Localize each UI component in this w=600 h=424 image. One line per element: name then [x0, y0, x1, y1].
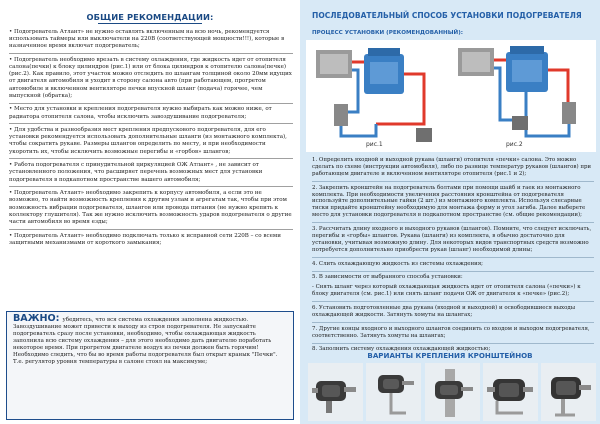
step-item: 2. Закрепить кронштейн на подогреватель болтами при помощи шайб и гаек из монтажного комплекта. При необходимости увеличения расстояния кронштейна от подогревателя используйте дополнительные гайки (2 шт.) из монтажного комплекта. Используя слесарные тиски придайте кронштейну необходимую для монтажа форму и угол загиба. Далее выберете место для установки подогревателя в подкапотном пространстве (см. общие рекомендации); — [312, 184, 586, 219]
heater-core-icon — [512, 116, 528, 130]
step-item: 3. Рассчитать длину входного и выходного рукавов (шлангов). Помните, что следует исключать, перегибы и «горбы» шлангов. Рукава (шланги) из комплекта, в обычно достаточно для установки, учитывая возможную длину. Для некоторых видов транспортных средств возможно потребуется дополнительно приобрести рукав (шланг) необходимой длины; — [312, 226, 592, 253]
figure-2-label: рис.2 — [506, 141, 523, 148]
installation-panel — [300, 0, 600, 424]
divider — [312, 181, 594, 182]
installation-diagram — [306, 40, 596, 152]
bracket-photo — [425, 363, 480, 421]
recommendation-item: • Работа подогревателя с принудительной циркуляцией ОЖ Атлант» , не зависит от установленного положения, что расширяет перечень возможных мест для установки подогревателя в подкапотном пространстве вашего автомобиля; — [9, 162, 263, 183]
heater-icon — [334, 104, 348, 126]
divider — [9, 158, 293, 159]
general-recommendations-title: ОБЩИЕ РЕКОМЕНДАЦИИ: — [86, 12, 214, 22]
installation-title: ПОСЛЕДОВАТЕЛЬНЫЙ СПОСОБ УСТАНОВКИ ПОДОГРЕВАТЕЛЯ — [312, 11, 582, 20]
step-item: 8. Заполнить систему охлаждения охлаждающей жидкостью; — [312, 346, 491, 353]
important-label: ВАЖНО: — [13, 313, 60, 324]
divider — [312, 257, 594, 258]
recommendation-item: • Подогреватель необходимо врезать в систему охлаждения, где жидкость идет от отопителя салона(печки) к блоку цилиндров (рис.1) или от блока цилиндров к отопителю салона(печке)(рис.2). Как правило, этот участок можно отследить по шлангам толщиной около 20мм идущих от двигателя автомобиля и уходит в сторону салона авто (при работающем, прогретом автомобиле и включенном вентиляторе печки впускной шланг (подача) горячее, чем выпускной (обратка); — [9, 56, 292, 99]
bracket-photo — [366, 363, 421, 421]
installation-steps-list — [312, 157, 594, 356]
title-underline — [98, 23, 202, 24]
bracket-photo — [308, 363, 363, 421]
figure-1-label: рис.1 — [366, 141, 383, 148]
heater-icon — [562, 102, 576, 124]
divider — [9, 53, 293, 54]
installation-subtitle: ПРОЦЕСС УСТАНОВКИ (РЕКОМЕНДОВАННЫЙ): — [312, 30, 464, 36]
divider — [312, 343, 594, 344]
installation-schematic-svg — [306, 40, 596, 152]
divider — [312, 222, 594, 223]
important-text: убедитесь, что вся система охлаждения заполнена жидкостью. Завоздушивание может привести к выходу из строя подогревателя. Не запускайте подогреватель сразу после установки, необходимо, чтобы охлаждающая жидкость заполнила всю систему охлаждения – для этого необходимо дать двигателю поработать некоторое время. При прогретом двигателе воздух из печки должен быть горячим! Необходимо следить, что бы во время работы подогревателя был открыт кранык "Печки". Т.е. регулятор уровня температуры в салоне стоял на максимуме; — [13, 317, 278, 366]
bracket-photo — [483, 363, 538, 421]
recommendation-item: • Место для установки и крепления подогревателя нужно выбирать как можно ниже, от радиатора отопителя салона, чтобы исключить завоздушивание подогревателя; — [9, 106, 272, 120]
divider — [9, 103, 293, 104]
step-item: 4. Слить охлаждающую жидкость из системы охлаждения; — [312, 260, 483, 267]
divider — [9, 123, 293, 124]
figure-2 — [458, 46, 576, 148]
figure-1 — [316, 48, 432, 148]
step-item: 6. Установить подготовленные два рукава (входной и выходной) и освободившиеся выходы охлаждающей жидкости. Затянуть хомуты на шлангах; — [312, 305, 576, 318]
bracket-photo — [541, 363, 596, 421]
divider — [9, 186, 293, 187]
step-item: 1. Определить входной и выходной рукава (шланги) отопителя «печки» салона. Это можно сделать по схеме (инструкции автомобиля), либо по разнице температур рукавов (шлангов) при работающем двигателе и включенном вентиляторе отопителя (рис.1 и 2); — [312, 157, 592, 177]
recommendations-list — [9, 29, 293, 250]
bracket-variants-title: ВАРИАНТЫ КРЕПЛЕНИЯ КРОНШТЕЙНОВ — [367, 351, 533, 360]
divider — [312, 271, 594, 272]
step-item: 5. В зависимости от выбранного способа установки: — [312, 274, 463, 281]
recommendation-item: • Для удобства и разнообразия мест крепления предпускового подогревателя, для его установки рекомендуется использовать дополнительные шланги (из монтажного комплекта), чтобы сократить рукаве. Размеры шлангов определить по месту, и при необходимости укоротить их, чтобы исключить возможные перегибы и «горбов» шлангов; — [9, 127, 287, 155]
recommendation-item: • Подогреватель Атлант» необходимо подключать только к исправной сети 220В – со всеми защитными механизмами от короткого замыкания; — [9, 232, 281, 246]
step-item: - Снять шланг через который охлаждающая жидкость идет от отопителя салона («печки») к блоку двигателя (см. рис.1) или снять шланг подачи ОЖ от двигателя к «печке» (рис.2); — [312, 284, 581, 298]
divider — [312, 301, 594, 302]
bracket-variants-gallery — [308, 363, 596, 421]
divider — [9, 229, 293, 230]
divider — [312, 322, 594, 323]
important-warning-box — [6, 311, 294, 420]
recommendation-item: • Подогреватель Атлант» необходимо закрепить к корпусу автомобиля, а если это не возможно, то найти возможность крепления к другим узлам и агрегатам так, чтобы при этом возможность вибрации подогревателя, шлангов или провода питания (не нужно крепить к коллектору глушителя). Так же нужно исключить возможность ударов подогревателя о другие части автомобиля во время езды; — [9, 190, 292, 225]
step-item: 7. Другие концы входного и выходного шлангов соединить со входом и выходом подогревателя, соответственно. Затянуть хомуты на шлангах; — [312, 325, 590, 339]
heater-core-icon — [416, 128, 432, 142]
recommendation-item: • Подогреватель Атлант» не нужно оставлять включенным на всю ночь, рекомендуется использовать таймеры или выключатели на 220В (соответствующей мощности!!!), которые в назначенное время включат подогреватель; — [9, 29, 285, 50]
